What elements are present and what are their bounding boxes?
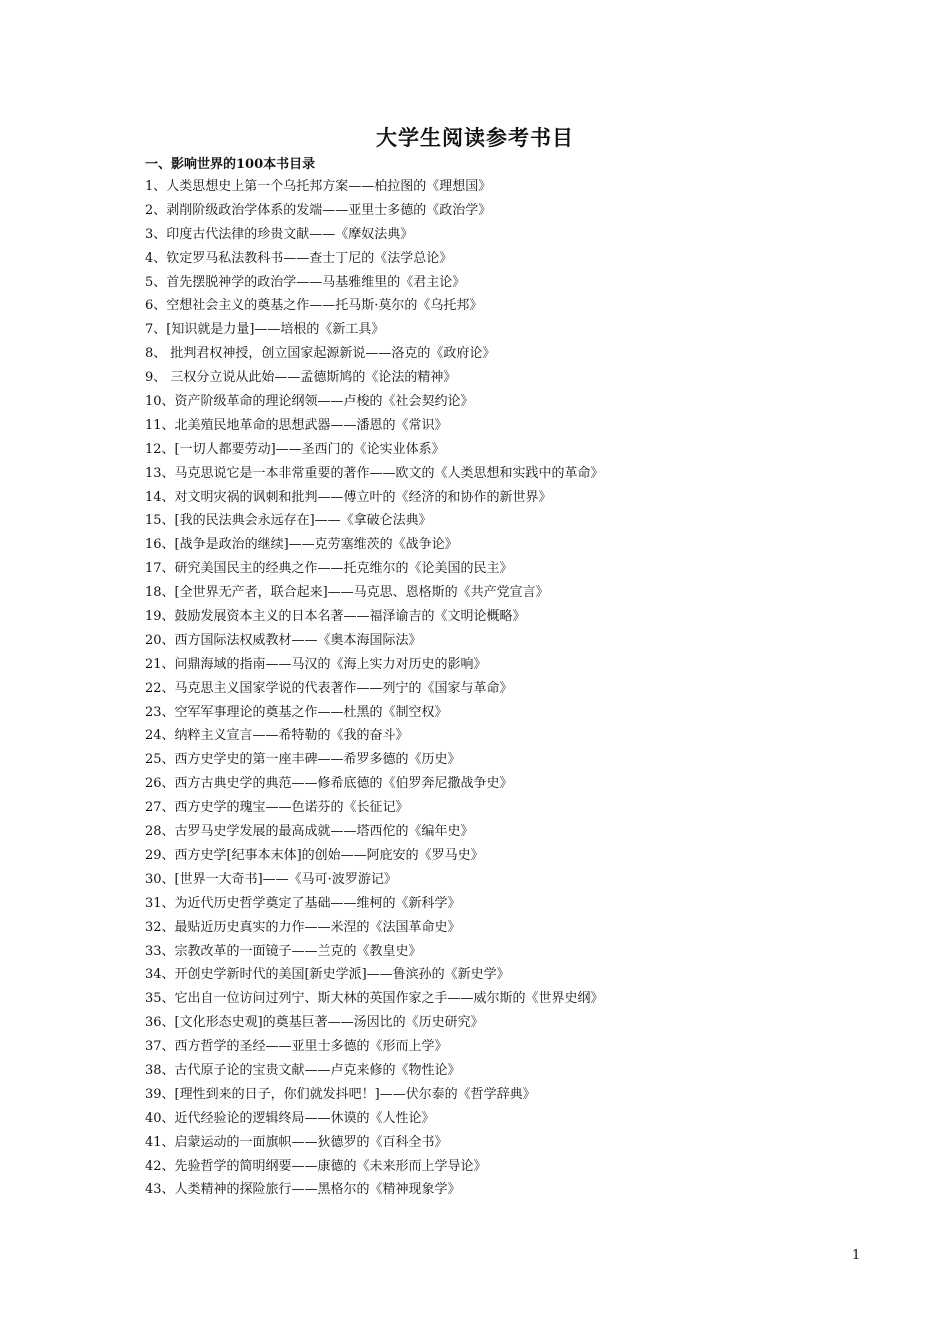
list-item: 28、古罗马史学发展的最高成就——塔西佗的《编年史》 — [145, 824, 474, 840]
list-item: 31、为近代历史哲学奠定了基础——维柯的《新科学》 — [145, 895, 461, 911]
section-heading: 一、影响世界的100本书目录 — [145, 157, 316, 172]
list-item: 26、西方古典史学的典范——修希底德的《伯罗奔尼撒战争史》 — [145, 776, 513, 792]
list-item: 12、[一切人都要劳动]——圣西门的《论实业体系》 — [145, 441, 445, 457]
list-item: 15、[我的民法典会永远存在]——《拿破仑法典》 — [145, 513, 432, 529]
list-item: 23、空军军事理论的奠基之作——杜黑的《制空权》 — [145, 704, 448, 720]
list-item: 34、开创史学新时代的美国[新史学派]——鲁滨孙的《新史学》 — [145, 967, 510, 983]
list-item: 37、西方哲学的圣经——亚里士多德的《形而上学》 — [145, 1039, 448, 1055]
list-item: 38、古代原子论的宝贵文献——卢克来修的《物性论》 — [145, 1062, 461, 1078]
page-number: 1 — [852, 1248, 861, 1263]
list-item: 11、北美殖民地革命的思想武器——潘恩的《常识》 — [145, 417, 448, 433]
list-item: 29、西方史学[纪事本末体]的创始——阿庇安的《罗马史》 — [145, 847, 484, 863]
list-item: 10、资产阶级革命的理论纲领——卢梭的《社会契约论》 — [145, 394, 474, 410]
list-item: 30、[世界一大奇书]——《马可·波罗游记》 — [145, 871, 397, 887]
list-item: 14、对文明灾祸的讽刺和批判——傅立叶的《经济的和协作的新世界》 — [145, 489, 552, 505]
list-item: 33、宗教改革的一面镜子——兰克的《教皇史》 — [145, 943, 422, 959]
list-item: 13、马克思说它是一本非常重要的著作——欧文的《人类思想和实践中的革命》 — [145, 465, 604, 481]
list-item: 1、人类思想史上第一个乌托邦方案——柏拉图的《理想国》 — [145, 179, 492, 194]
list-item: 19、鼓励发展资本主义的日本名著——福泽谕吉的《文明论概略》 — [145, 609, 526, 625]
list-item: 35、它出自一位访问过列宁、斯大林的英国作家之手——威尔斯的《世界史纲》 — [145, 991, 604, 1007]
list-item: 24、纳粹主义宣言——希特勒的《我的奋斗》 — [145, 728, 409, 744]
list-item: 21、问鼎海域的指南——马汉的《海上实力对历史的影响》 — [145, 656, 487, 672]
list-item: 20、西方国际法权威教材——《奥本海国际法》 — [145, 632, 422, 648]
list-item: 43、人类精神的探险旅行——黑格尔的《精神现象学》 — [145, 1182, 461, 1198]
list-item: 18、[全世界无产者，联合起来]——马克思、恩格斯的《共产党宣言》 — [145, 585, 549, 601]
list-item: 40、近代经验论的逻辑终局——休谟的《人性论》 — [145, 1110, 435, 1126]
list-item: 3、印度古代法律的珍贵文献——《摩奴法典》 — [145, 226, 414, 242]
list-item: 22、马克思主义国家学说的代表著作——列宁的《国家与革命》 — [145, 680, 513, 696]
list-item: 6、空想社会主义的奠基之作——托马斯·莫尔的《乌托邦》 — [145, 298, 483, 314]
list-item: 39、[理性到来的日子，你们就发抖吧！]——伏尔泰的《哲学辞典》 — [145, 1086, 536, 1102]
list-item: 17、研究美国民主的经典之作——托克维尔的《论美国的民主》 — [145, 561, 513, 577]
list-item: 25、西方史学史的第一座丰碑——希罗多德的《历史》 — [145, 752, 461, 768]
list-item: 16、[战争是政治的继续]——克劳塞维茨的《战争论》 — [145, 537, 458, 553]
list-item: 42、先验哲学的简明纲要——康德的《未来形而上学导论》 — [145, 1158, 487, 1174]
list-item: 27、西方史学的瑰宝——色诺芬的《长征记》 — [145, 800, 409, 816]
list-item: 36、[文化形态史观]的奠基巨著——汤因比的《历史研究》 — [145, 1015, 484, 1031]
list-item: 8、 批判君权神授，创立国家起源新说——洛克的《政府论》 — [145, 346, 496, 362]
list-item: 32、最贴近历史真实的力作——米涅的《法国革命史》 — [145, 919, 461, 935]
list-item: 9、 三权分立说从此始——孟德斯鸠的《论法的精神》 — [145, 370, 457, 386]
page-title: 大学生阅读参考书目 — [376, 125, 574, 150]
list-item: 5、首先摆脱神学的政治学——马基雅维里的《君主论》 — [145, 274, 466, 290]
list-item: 41、启蒙运动的一面旗帜——狄德罗的《百科全书》 — [145, 1134, 448, 1150]
list-item: 7、[知识就是力量]——培根的《新工具》 — [145, 322, 385, 338]
book-list — [145, 175, 825, 1202]
list-item: 4、钦定罗马私法教科书——查士丁尼的《法学总论》 — [145, 250, 453, 266]
list-item: 2、剥削阶级政治学体系的发端——亚里士多德的《政治学》 — [145, 202, 492, 218]
